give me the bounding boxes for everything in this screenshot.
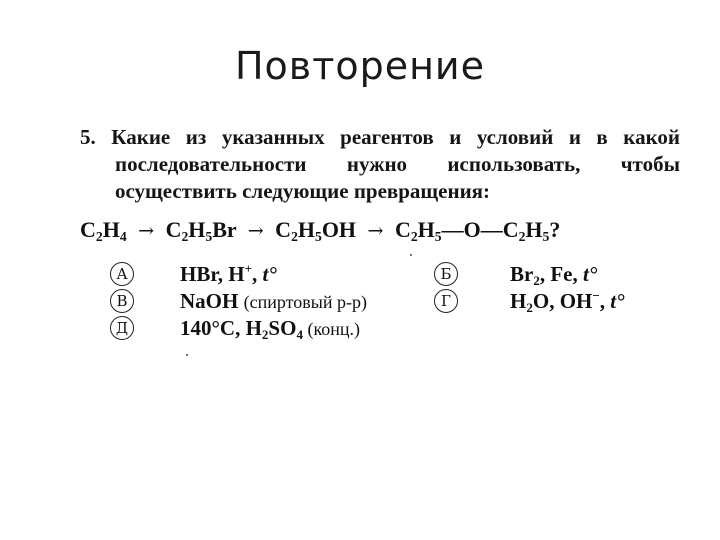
chain-ethylene: $C_2H_4$ <box>80 217 127 245</box>
chain-ethanol: $C_2H_5OH$ <box>275 217 357 245</box>
chain-diethyl-ether: $C_2H_5—O—C_2H_5$? <box>394 217 561 245</box>
chain-arrow-3: → <box>367 220 384 242</box>
question-body: Какие из указанных реагентов и условий и в какой последовательности нужно использовать, чтобы осуществить следующие превращения: <box>111 125 680 203</box>
option-a-letter: А <box>110 262 134 286</box>
chain-arrow-2: → <box>247 220 264 242</box>
question-number: 5. <box>80 125 96 149</box>
option-b-letter: Б <box>434 262 458 286</box>
scan-speck <box>410 254 412 256</box>
option-g-letter: Г <box>434 289 458 313</box>
option-g-text: $H_2O$, OH−, t° <box>510 288 625 315</box>
option-d-letter: Д <box>110 316 134 340</box>
slide-title: Повторение <box>234 44 486 88</box>
option-d-text: 140°C, $H_2SO_4$ (конц.) <box>180 316 361 342</box>
option-v-text: NaOH (спиртовый р-р) <box>180 289 367 313</box>
chain-arrow-1: → <box>138 220 155 242</box>
reaction-chain <box>80 217 680 243</box>
option-a-text: HBr, H+, t° <box>180 261 277 286</box>
option-v-letter: В <box>110 289 134 313</box>
question-text <box>80 124 680 205</box>
chain-bromoethane: $C_2H_5Br$ <box>165 217 237 245</box>
scan-speck <box>186 354 188 356</box>
option-b-text: $Br_2$, Fe, t° <box>510 262 598 288</box>
